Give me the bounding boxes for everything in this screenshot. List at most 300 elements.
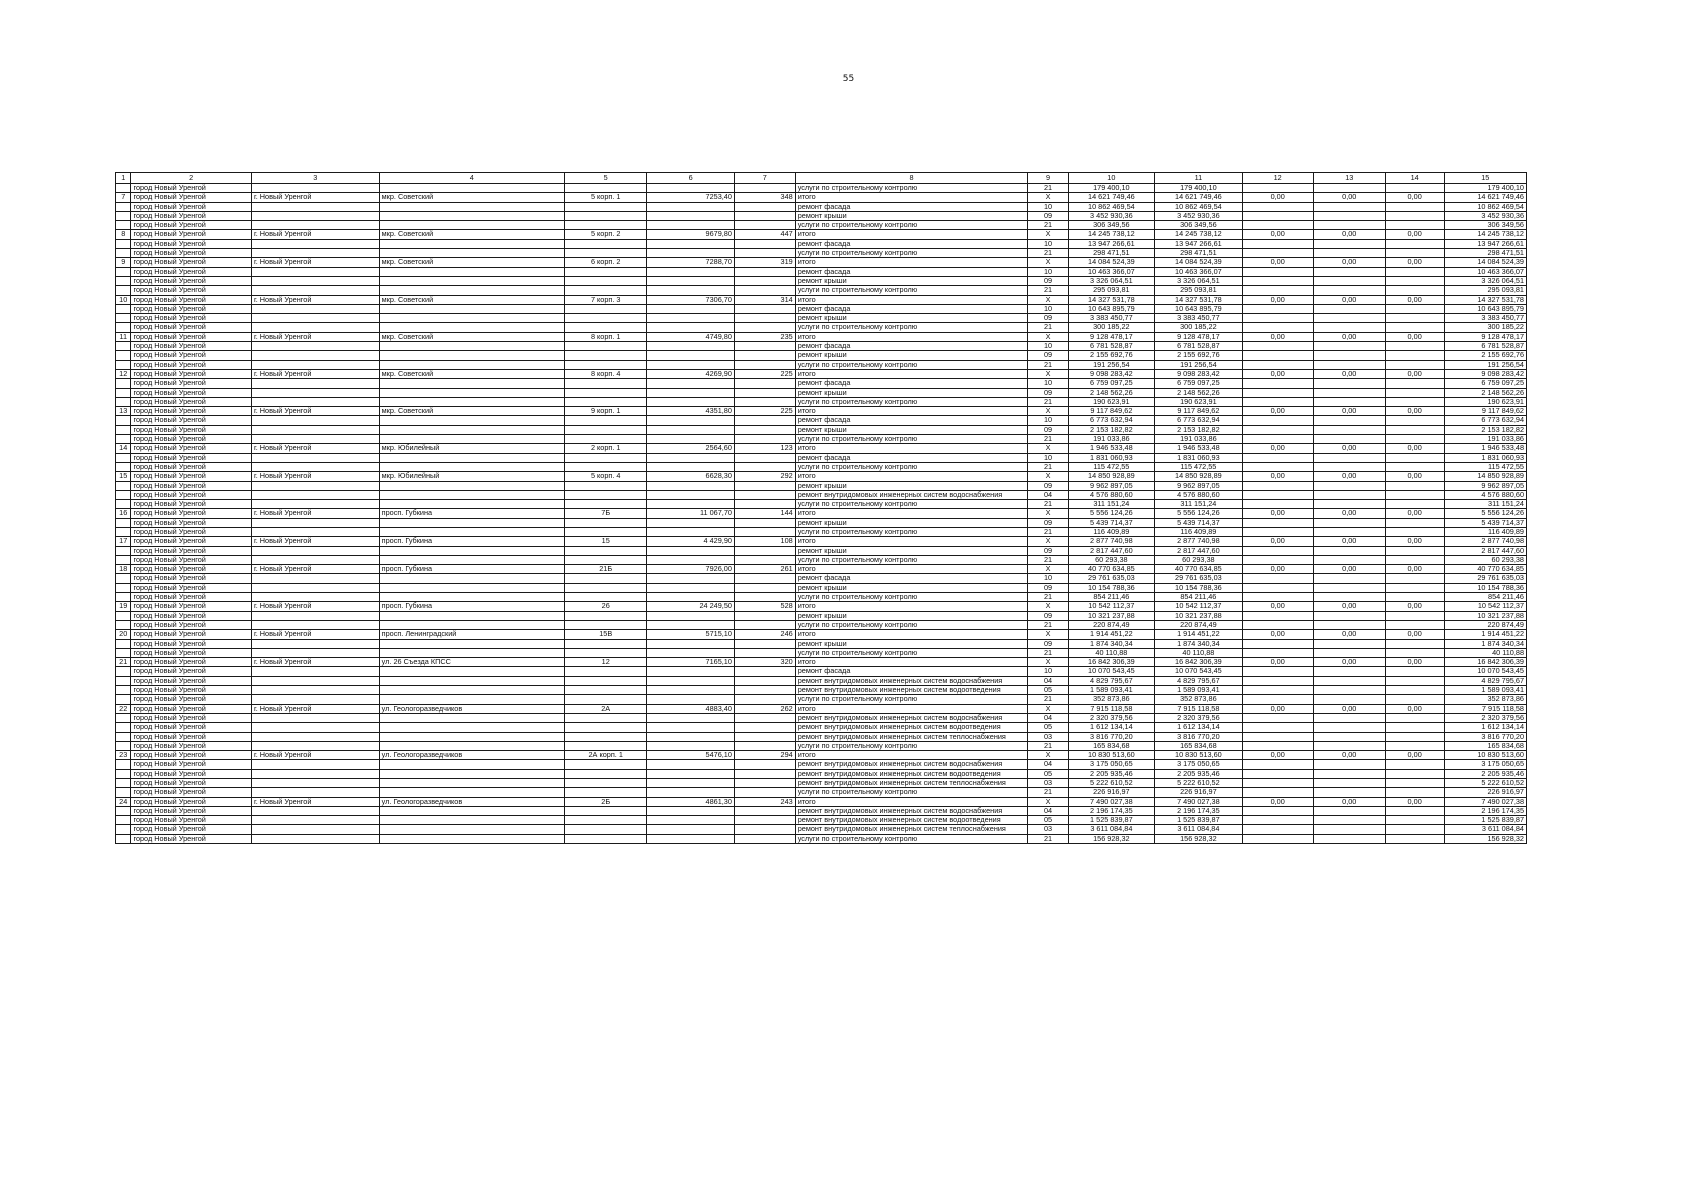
municipality-cell: город Новый Уренгой — [131, 806, 252, 815]
settlement-cell — [251, 546, 379, 555]
street-cell: мкр. Советский — [379, 193, 564, 202]
area-cell — [647, 314, 735, 323]
cost-federal-cell — [1242, 314, 1313, 323]
municipality-cell: город Новый Уренгой — [131, 639, 252, 648]
cost-total-cell: 4 576 880,60 — [1068, 490, 1155, 499]
municipality-cell: город Новый Уренгой — [131, 221, 252, 230]
row-number-cell: 11 — [116, 332, 131, 341]
cost-owners-cell — [1385, 500, 1444, 509]
municipality-cell: город Новый Уренгой — [131, 788, 252, 797]
cost-local-cell — [1313, 453, 1385, 462]
residents-cell: 294 — [734, 751, 795, 760]
residents-cell: 292 — [734, 472, 795, 481]
cost-owners-cell — [1385, 351, 1444, 360]
cost-regional-cell: 10 463 366,07 — [1155, 267, 1243, 276]
cost-sum-cell: 10 463 366,07 — [1444, 267, 1527, 276]
cost-regional-cell: 14 621 749,46 — [1155, 193, 1243, 202]
street-cell: мкр. Советский — [379, 295, 564, 304]
table-row — [116, 518, 1527, 527]
cost-owners-cell: 0,00 — [1385, 658, 1444, 667]
cost-local-cell: 0,00 — [1313, 630, 1385, 639]
cost-sum-cell: 306 349,56 — [1444, 221, 1527, 230]
street-cell — [379, 276, 564, 285]
cost-owners-cell — [1385, 555, 1444, 564]
row-number-cell — [116, 620, 131, 629]
area-cell — [647, 639, 735, 648]
street-cell: просп. Губкина — [379, 509, 564, 518]
municipality-cell: город Новый Уренгой — [131, 425, 252, 434]
residents-cell: 235 — [734, 332, 795, 341]
residents-cell — [734, 816, 795, 825]
cost-federal-cell — [1242, 676, 1313, 685]
cost-regional-cell: 2 153 182,82 — [1155, 425, 1243, 434]
settlement-cell: г. Новый Уренгой — [251, 444, 379, 453]
residents-cell — [734, 286, 795, 295]
residents-cell — [734, 202, 795, 211]
settlement-cell: г. Новый Уренгой — [251, 407, 379, 416]
area-cell — [647, 834, 735, 843]
residents-cell: 123 — [734, 444, 795, 453]
house-number-cell — [565, 221, 647, 230]
work-code-cell: 21 — [1028, 527, 1068, 536]
cost-federal-cell: 0,00 — [1242, 602, 1313, 611]
settlement-cell: г. Новый Уренгой — [251, 509, 379, 518]
settlement-cell — [251, 314, 379, 323]
cost-owners-cell: 0,00 — [1385, 258, 1444, 267]
cost-owners-cell: 0,00 — [1385, 193, 1444, 202]
table-row — [116, 314, 1527, 323]
cost-total-cell: 2 817 447,60 — [1068, 546, 1155, 555]
area-cell — [647, 435, 735, 444]
cost-owners-cell — [1385, 760, 1444, 769]
area-cell — [647, 416, 735, 425]
cost-total-cell: 306 349,56 — [1068, 221, 1155, 230]
cost-federal-cell: 0,00 — [1242, 751, 1313, 760]
area-cell — [647, 462, 735, 471]
cost-regional-cell: 295 093,81 — [1155, 286, 1243, 295]
street-cell — [379, 546, 564, 555]
cost-total-cell: 352 873,86 — [1068, 695, 1155, 704]
row-number-cell — [116, 713, 131, 722]
residents-cell: 262 — [734, 704, 795, 713]
cost-owners-cell — [1385, 620, 1444, 629]
cost-total-cell: 1 612 134,14 — [1068, 723, 1155, 732]
cost-total-cell: 3 611 084,84 — [1068, 825, 1155, 834]
area-cell — [647, 453, 735, 462]
cost-regional-cell: 179 400,10 — [1155, 184, 1243, 193]
row-number-cell: 23 — [116, 751, 131, 760]
cost-sum-cell: 14 245 738,12 — [1444, 230, 1527, 239]
municipality-cell: город Новый Уренгой — [131, 527, 252, 536]
settlement-cell — [251, 723, 379, 732]
cost-owners-cell — [1385, 184, 1444, 193]
repair-registry-table — [115, 172, 1527, 844]
row-number-cell — [116, 314, 131, 323]
house-number-cell: 26 — [565, 602, 647, 611]
table-row — [116, 658, 1527, 667]
cost-regional-cell: 10 643 895,79 — [1155, 304, 1243, 313]
table-row — [116, 230, 1527, 239]
settlement-cell: г. Новый Уренгой — [251, 537, 379, 546]
area-cell — [647, 741, 735, 750]
cost-local-cell — [1313, 686, 1385, 695]
cost-regional-cell: 7 490 027,38 — [1155, 797, 1243, 806]
area-cell — [647, 574, 735, 583]
cost-total-cell: 2 877 740,98 — [1068, 537, 1155, 546]
work-type-cell: итого — [795, 751, 1028, 760]
settlement-cell — [251, 239, 379, 248]
cost-local-cell — [1313, 816, 1385, 825]
settlement-cell — [251, 593, 379, 602]
municipality-cell: город Новый Уренгой — [131, 360, 252, 369]
cost-local-cell — [1313, 667, 1385, 676]
area-cell — [647, 788, 735, 797]
cost-federal-cell: 0,00 — [1242, 797, 1313, 806]
work-type-cell: ремонт внутридомовых инженерных систем водоотведения — [795, 816, 1028, 825]
cost-regional-cell: 5 556 124,26 — [1155, 509, 1243, 518]
table-row — [116, 555, 1527, 564]
cost-total-cell: 9 128 478,17 — [1068, 332, 1155, 341]
settlement-cell: г. Новый Уренгой — [251, 230, 379, 239]
table-row — [116, 332, 1527, 341]
residents-cell — [734, 611, 795, 620]
area-cell — [647, 425, 735, 434]
work-type-cell: ремонт крыши — [795, 388, 1028, 397]
settlement-cell — [251, 202, 379, 211]
row-number-cell: 12 — [116, 369, 131, 378]
row-number-cell: 20 — [116, 630, 131, 639]
work-type-cell: итого — [795, 509, 1028, 518]
residents-cell — [734, 184, 795, 193]
work-code-cell: 03 — [1028, 825, 1068, 834]
municipality-cell: город Новый Уренгой — [131, 695, 252, 704]
work-type-cell: ремонт крыши — [795, 425, 1028, 434]
settlement-cell — [251, 667, 379, 676]
cost-federal-cell — [1242, 834, 1313, 843]
cost-sum-cell: 2 155 692,76 — [1444, 351, 1527, 360]
area-cell — [647, 527, 735, 536]
header-cell-14: 14 — [1385, 173, 1444, 184]
residents-cell — [734, 397, 795, 406]
cost-total-cell: 9 117 849,62 — [1068, 407, 1155, 416]
residents-cell — [734, 779, 795, 788]
table-row — [116, 648, 1527, 657]
work-code-cell: 10 — [1028, 667, 1068, 676]
settlement-cell — [251, 834, 379, 843]
cost-sum-cell: 7 915 118,58 — [1444, 704, 1527, 713]
work-code-cell: 21 — [1028, 593, 1068, 602]
work-type-cell: ремонт фасада — [795, 202, 1028, 211]
work-type-cell: итого — [795, 704, 1028, 713]
municipality-cell: город Новый Уренгой — [131, 332, 252, 341]
work-type-cell: ремонт крыши — [795, 639, 1028, 648]
cost-federal-cell: 0,00 — [1242, 230, 1313, 239]
area-cell — [647, 211, 735, 220]
column-number-row — [116, 173, 1527, 184]
work-code-cell: 21 — [1028, 286, 1068, 295]
settlement-cell — [251, 388, 379, 397]
work-code-cell: X — [1028, 658, 1068, 667]
street-cell — [379, 518, 564, 527]
row-number-cell — [116, 574, 131, 583]
cost-sum-cell: 1 612 134,14 — [1444, 723, 1527, 732]
municipality-cell: город Новый Уренгой — [131, 704, 252, 713]
municipality-cell: город Новый Уренгой — [131, 834, 252, 843]
residents-cell — [734, 388, 795, 397]
table-row — [116, 481, 1527, 490]
street-cell: просп. Губкина — [379, 565, 564, 574]
area-cell — [647, 360, 735, 369]
cost-local-cell: 0,00 — [1313, 658, 1385, 667]
street-cell — [379, 713, 564, 722]
page-number: 55 — [842, 74, 855, 84]
cost-regional-cell: 14 084 524,39 — [1155, 258, 1243, 267]
cost-federal-cell: 0,00 — [1242, 509, 1313, 518]
street-cell: просп. Губкина — [379, 602, 564, 611]
cost-regional-cell: 14 850 928,89 — [1155, 472, 1243, 481]
municipality-cell: город Новый Уренгой — [131, 555, 252, 564]
municipality-cell: город Новый Уренгой — [131, 723, 252, 732]
house-number-cell — [565, 267, 647, 276]
area-cell: 11 067,70 — [647, 509, 735, 518]
residents-cell — [734, 676, 795, 685]
work-type-cell: услуги по строительному контролю — [795, 286, 1028, 295]
residents-cell: 225 — [734, 369, 795, 378]
row-number-cell — [116, 490, 131, 499]
cost-federal-cell — [1242, 741, 1313, 750]
settlement-cell — [251, 221, 379, 230]
work-code-cell: 03 — [1028, 779, 1068, 788]
cost-regional-cell: 1 946 533,48 — [1155, 444, 1243, 453]
table-header — [116, 173, 1527, 184]
settlement-cell — [251, 527, 379, 536]
cost-local-cell — [1313, 593, 1385, 602]
cost-sum-cell: 854 211,46 — [1444, 593, 1527, 602]
cost-total-cell: 10 643 895,79 — [1068, 304, 1155, 313]
cost-federal-cell: 0,00 — [1242, 537, 1313, 546]
residents-cell — [734, 425, 795, 434]
municipality-cell: город Новый Уренгой — [131, 230, 252, 239]
table-row — [116, 472, 1527, 481]
work-type-cell: ремонт внутридомовых инженерных систем водоснабжения — [795, 713, 1028, 722]
work-code-cell: 21 — [1028, 834, 1068, 843]
settlement-cell — [251, 518, 379, 527]
street-cell — [379, 732, 564, 741]
cost-local-cell — [1313, 276, 1385, 285]
header-cell-10: 10 — [1068, 173, 1155, 184]
street-cell — [379, 453, 564, 462]
table-row — [116, 453, 1527, 462]
cost-sum-cell: 6 773 632,94 — [1444, 416, 1527, 425]
cost-total-cell: 40 110,88 — [1068, 648, 1155, 657]
work-type-cell: услуги по строительному контролю — [795, 788, 1028, 797]
street-cell — [379, 360, 564, 369]
settlement-cell — [251, 286, 379, 295]
row-number-cell — [116, 267, 131, 276]
cost-owners-cell — [1385, 221, 1444, 230]
settlement-cell — [251, 779, 379, 788]
area-cell: 4883,40 — [647, 704, 735, 713]
municipality-cell: город Новый Уренгой — [131, 732, 252, 741]
row-number-cell — [116, 555, 131, 564]
house-number-cell — [565, 286, 647, 295]
cost-total-cell: 298 471,51 — [1068, 249, 1155, 258]
work-code-cell: X — [1028, 369, 1068, 378]
area-cell — [647, 816, 735, 825]
cost-total-cell: 6 759 097,25 — [1068, 379, 1155, 388]
municipality-cell: город Новый Уренгой — [131, 490, 252, 499]
cost-owners-cell — [1385, 211, 1444, 220]
work-code-cell: 05 — [1028, 686, 1068, 695]
cost-owners-cell — [1385, 425, 1444, 434]
cost-sum-cell: 2 320 379,56 — [1444, 713, 1527, 722]
table-row — [116, 267, 1527, 276]
work-code-cell: 10 — [1028, 416, 1068, 425]
work-code-cell: X — [1028, 407, 1068, 416]
settlement-cell — [251, 639, 379, 648]
cost-federal-cell — [1242, 611, 1313, 620]
street-cell — [379, 500, 564, 509]
row-number-cell — [116, 788, 131, 797]
row-number-cell — [116, 249, 131, 258]
settlement-cell — [251, 490, 379, 499]
cost-federal-cell — [1242, 723, 1313, 732]
street-cell — [379, 304, 564, 313]
cost-total-cell: 165 834,68 — [1068, 741, 1155, 750]
settlement-cell: г. Новый Уренгой — [251, 630, 379, 639]
settlement-cell: г. Новый Уренгой — [251, 704, 379, 713]
house-number-cell — [565, 249, 647, 258]
work-code-cell: 04 — [1028, 806, 1068, 815]
cost-regional-cell: 1 589 093,41 — [1155, 686, 1243, 695]
house-number-cell — [565, 806, 647, 815]
row-number-cell — [116, 667, 131, 676]
row-number-cell — [116, 741, 131, 750]
house-number-cell — [565, 555, 647, 564]
row-number-cell: 14 — [116, 444, 131, 453]
cost-owners-cell — [1385, 723, 1444, 732]
cost-federal-cell — [1242, 527, 1313, 536]
municipality-cell: город Новый Уренгой — [131, 249, 252, 258]
row-number-cell — [116, 360, 131, 369]
municipality-cell: город Новый Уренгой — [131, 416, 252, 425]
residents-cell — [734, 435, 795, 444]
cost-federal-cell — [1242, 620, 1313, 629]
row-number-cell — [116, 202, 131, 211]
street-cell — [379, 425, 564, 434]
residents-cell — [734, 583, 795, 592]
cost-federal-cell — [1242, 769, 1313, 778]
street-cell: ул. Геологоразведчиков — [379, 797, 564, 806]
table-row — [116, 741, 1527, 750]
residents-cell — [734, 760, 795, 769]
area-cell — [647, 249, 735, 258]
work-code-cell: 21 — [1028, 397, 1068, 406]
cost-sum-cell: 1 874 340,34 — [1444, 639, 1527, 648]
cost-sum-cell: 10 643 895,79 — [1444, 304, 1527, 313]
settlement-cell — [251, 583, 379, 592]
cost-total-cell: 6 773 632,94 — [1068, 416, 1155, 425]
cost-regional-cell: 298 471,51 — [1155, 249, 1243, 258]
house-number-cell: 5 корп. 1 — [565, 193, 647, 202]
settlement-cell: г. Новый Уренгой — [251, 565, 379, 574]
residents-cell: 528 — [734, 602, 795, 611]
settlement-cell — [251, 435, 379, 444]
cost-total-cell: 3 326 064,51 — [1068, 276, 1155, 285]
cost-local-cell — [1313, 249, 1385, 258]
cost-local-cell — [1313, 760, 1385, 769]
house-number-cell — [565, 481, 647, 490]
area-cell — [647, 286, 735, 295]
cost-owners-cell — [1385, 834, 1444, 843]
cost-local-cell — [1313, 286, 1385, 295]
house-number-cell: 9 корп. 1 — [565, 407, 647, 416]
house-number-cell — [565, 416, 647, 425]
residents-cell — [734, 351, 795, 360]
area-cell — [647, 695, 735, 704]
street-cell — [379, 834, 564, 843]
cost-federal-cell — [1242, 583, 1313, 592]
area-cell — [647, 611, 735, 620]
house-number-cell — [565, 490, 647, 499]
cost-total-cell: 10 154 788,36 — [1068, 583, 1155, 592]
cost-federal-cell: 0,00 — [1242, 565, 1313, 574]
residents-cell — [734, 639, 795, 648]
house-number-cell: 7Б — [565, 509, 647, 518]
cost-federal-cell — [1242, 388, 1313, 397]
work-code-cell: 10 — [1028, 267, 1068, 276]
municipality-cell: город Новый Уренгой — [131, 620, 252, 629]
street-cell — [379, 639, 564, 648]
municipality-cell: город Новый Уренгой — [131, 565, 252, 574]
table-body — [116, 184, 1527, 844]
cost-federal-cell: 0,00 — [1242, 658, 1313, 667]
house-number-cell — [565, 518, 647, 527]
area-cell — [647, 276, 735, 285]
work-type-cell: ремонт фасада — [795, 416, 1028, 425]
cost-local-cell: 0,00 — [1313, 472, 1385, 481]
street-cell — [379, 211, 564, 220]
header-cell-6: 6 — [647, 173, 735, 184]
table-row — [116, 369, 1527, 378]
cost-sum-cell: 4 576 880,60 — [1444, 490, 1527, 499]
cost-sum-cell: 3 175 050,65 — [1444, 760, 1527, 769]
area-cell — [647, 500, 735, 509]
settlement-cell — [251, 184, 379, 193]
street-cell — [379, 379, 564, 388]
residents-cell — [734, 769, 795, 778]
work-code-cell: 21 — [1028, 741, 1068, 750]
cost-regional-cell: 306 349,56 — [1155, 221, 1243, 230]
cost-owners-cell — [1385, 314, 1444, 323]
cost-regional-cell: 14 327 531,78 — [1155, 295, 1243, 304]
row-number-cell: 18 — [116, 565, 131, 574]
street-cell — [379, 667, 564, 676]
work-code-cell: 21 — [1028, 184, 1068, 193]
cost-owners-cell — [1385, 648, 1444, 657]
municipality-cell: город Новый Уренгой — [131, 276, 252, 285]
row-number-cell: 19 — [116, 602, 131, 611]
cost-regional-cell: 2 155 692,76 — [1155, 351, 1243, 360]
work-code-cell: 10 — [1028, 574, 1068, 583]
area-cell — [647, 379, 735, 388]
table-row — [116, 639, 1527, 648]
house-number-cell: 6 корп. 2 — [565, 258, 647, 267]
cost-owners-cell: 0,00 — [1385, 369, 1444, 378]
municipality-cell: город Новый Уренгой — [131, 713, 252, 722]
cost-owners-cell — [1385, 397, 1444, 406]
cost-sum-cell: 10 862 469,54 — [1444, 202, 1527, 211]
